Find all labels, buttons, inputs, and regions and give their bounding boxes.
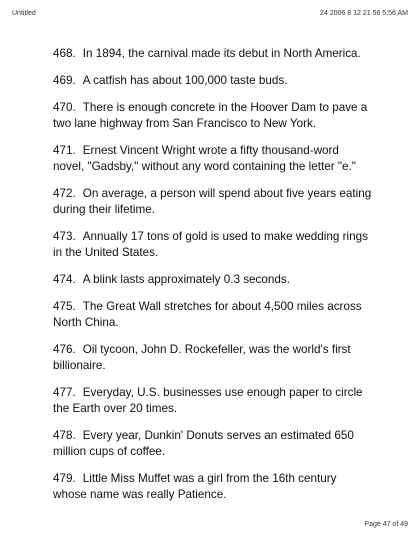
fact-text: A blink lasts approximately 0.3 seconds. (82, 273, 290, 286)
fact-item (53, 385, 373, 417)
fact-number: 478. (53, 429, 76, 442)
document-title: Untitled (12, 10, 36, 17)
fact-item (53, 428, 373, 460)
fact-number: 469. (53, 74, 76, 87)
fact-text: A catfish has about 100,000 taste buds. (82, 74, 288, 87)
fact-text: In 1894, the carnival made its debut in North America. (82, 47, 361, 60)
page-number: Page 47 of 49 (364, 521, 408, 528)
fact-number: 476. (53, 343, 76, 356)
fact-text: The Great Wall stretches for about 4,500 miles across North China. (53, 300, 362, 329)
fact-text: On average, a person will spend about five years eating during their lifetime. (53, 187, 372, 216)
fact-number: 479. (53, 472, 76, 485)
fact-text: Ernest Vincent Wright wrote a fifty thousand-word novel, "Gadsby," without any word containing the letter "e." (53, 144, 356, 173)
fact-item (53, 272, 373, 288)
fact-text: Every year, Dunkin' Donuts serves an estimated 650 million cups of coffee. (53, 429, 354, 458)
fact-number: 470. (53, 101, 76, 114)
fact-number: 474. (53, 273, 76, 286)
fact-item (53, 229, 373, 261)
print-timestamp: 24 2006 8 12 21 56 5:56 AM (320, 10, 408, 17)
fact-item (53, 100, 373, 132)
fact-number: 473. (53, 230, 76, 243)
fact-number: 472. (53, 187, 76, 200)
fact-text: There is enough concrete in the Hoover Dam to pave a two lane highway from San Francisco to New York. (53, 101, 368, 130)
fact-item (53, 186, 373, 218)
fact-item (53, 471, 373, 503)
fact-number: 471. (53, 144, 76, 157)
fact-text: Everyday, U.S. businesses use enough paper to circle the Earth over 20 times. (53, 386, 363, 415)
fact-item (53, 46, 373, 62)
fact-list (53, 46, 373, 514)
fact-item (53, 299, 373, 331)
fact-item (53, 73, 373, 89)
fact-text: Oil tycoon, John D. Rockefeller, was the world's first billionaire. (53, 343, 351, 372)
fact-item (53, 143, 373, 175)
fact-text: Annually 17 tons of gold is used to make wedding rings in the United States. (53, 230, 368, 259)
fact-number: 477. (53, 386, 76, 399)
fact-item (53, 342, 373, 374)
fact-number: 468. (53, 47, 76, 60)
fact-number: 475. (53, 300, 76, 313)
fact-text: Little Miss Muffet was a girl from the 16th century whose name was really Patience. (53, 472, 337, 501)
